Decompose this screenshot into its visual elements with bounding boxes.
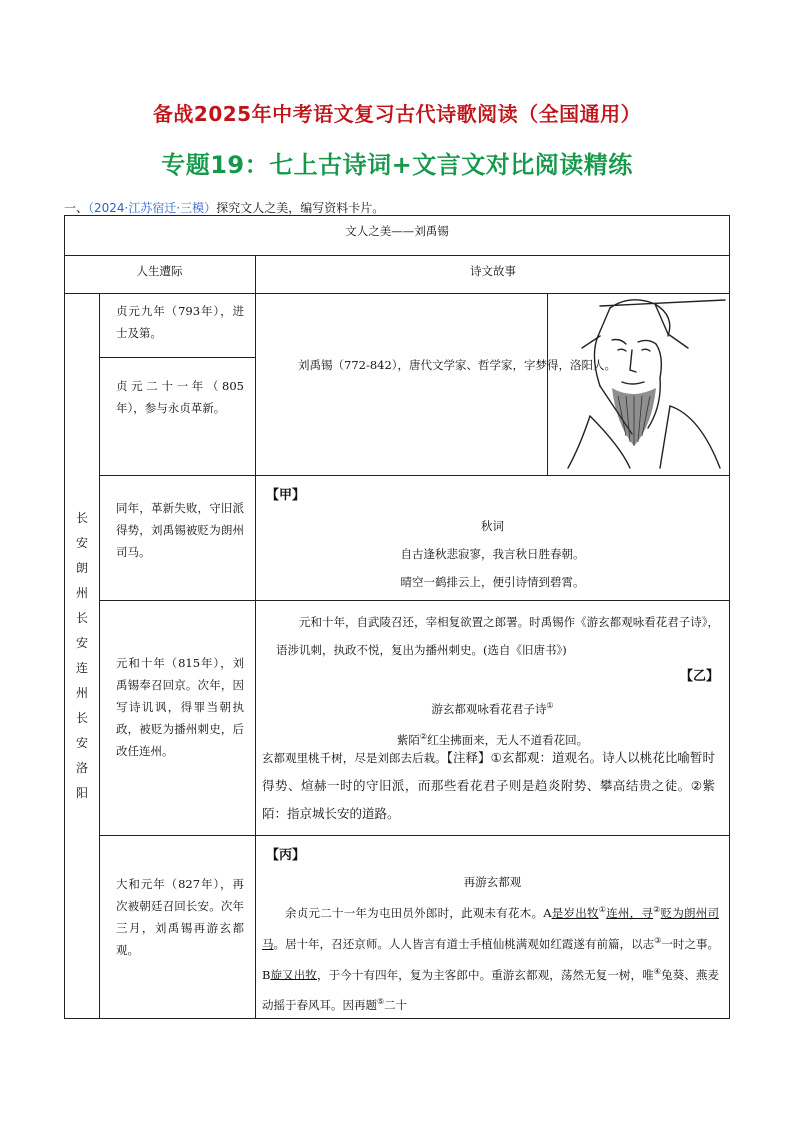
- divider: [100, 475, 730, 476]
- column-header-story: 诗文故事: [470, 264, 516, 278]
- place-char: 安: [75, 736, 88, 750]
- poem-yi-line2-and-notes: [256, 744, 729, 828]
- prose-text: ，于今十有四年，复为主客郎中。重游玄都观，荡然无复一树，唯: [317, 967, 654, 982]
- place-char: 州: [75, 586, 88, 600]
- prose-text: 兔葵、燕麦动摇于春风耳。因再题: [262, 967, 720, 1013]
- life-event-815: 元和十年（815年），刘禹锡奉召回京。次年，因写诗讥讽，得罪当朝执政，被贬为播州刺史，后改任连州。: [116, 656, 244, 758]
- prose-bing: [256, 896, 729, 1019]
- footnote-marker: ②: [419, 731, 428, 741]
- underlined-text: 是岁出牧: [551, 905, 599, 920]
- card-title: 文人之美——刘禹锡: [345, 224, 449, 238]
- prose-text: 。居十年，召还京师。人人皆言有道士手植仙桃满观如红霞遂有前篇，以志: [273, 936, 655, 951]
- footnote-marker: ①: [546, 701, 554, 710]
- prose-text: 二十: [384, 998, 408, 1013]
- underlined-text: 旋又出牧: [270, 967, 318, 982]
- footnote-marker: ③: [654, 935, 662, 945]
- place-char: 安: [75, 536, 88, 550]
- footnote-marker: ④: [653, 966, 662, 976]
- life-event-827: 大和元年（827年），再次被朝廷召回长安。次年三月，刘禹锡再游玄都观。: [116, 877, 244, 957]
- life-event-805: 贞元二十一年（805年），参与永贞革新。: [116, 379, 244, 415]
- poem-jia: [256, 512, 729, 596]
- divider: [64, 293, 730, 294]
- note-label: 【注释】: [446, 750, 491, 765]
- author-bio: 刘禹锡（772-842），唐代文学家、哲学家，字梦得，洛阳人。: [298, 358, 617, 372]
- place-char: 长: [75, 611, 88, 625]
- tag-bing: 【丙】: [266, 848, 306, 863]
- place-char: 洛: [75, 761, 88, 775]
- footnote-marker: ②: [653, 905, 661, 914]
- divider: [547, 293, 548, 475]
- tag-yi: 【乙】: [680, 669, 720, 684]
- portrait-icon: [560, 296, 728, 472]
- divider: [64, 255, 730, 256]
- poem-line: 紫陌: [396, 732, 420, 747]
- poem-line: 自古逢秋悲寂寥，我言秋日胜春朝。: [400, 547, 585, 561]
- place-char: 朗: [75, 561, 88, 575]
- divider: [100, 357, 256, 358]
- question-prompt: 探究文人之美，编写资料卡片。: [216, 201, 385, 215]
- footnote-marker: ⑤: [377, 997, 385, 1007]
- prose-title: 再游玄都观: [463, 875, 522, 889]
- life-event-793: 贞元九年（793年），进士及第。: [116, 304, 244, 340]
- poem-line: 玄都观里桃千树，尽是刘郎去后栽。: [262, 751, 447, 765]
- poem-line: 晴空一鹤排云上，便引诗情到碧霄。: [400, 575, 585, 589]
- section-bing: [256, 844, 729, 863]
- document-subtitle: 专题19：七上古诗词+文言文对比阅读精练: [161, 151, 633, 179]
- poem-title: 游玄都观咏看花君子诗: [431, 701, 547, 716]
- portrait-image: [560, 296, 728, 472]
- underlined-text: 贬为朗州司马: [262, 905, 720, 951]
- note-text: ①玄都观：道观名。诗人以桃花比喻暂时得势、煊赫一时的守旧派，而那些看花君子则是趋炎附势、攀高结贵之徒。②紫陌：指京城长安的道路。: [262, 750, 715, 821]
- column-header-life: 人生遭际: [136, 264, 183, 278]
- underlined-text: 连州，寻: [606, 905, 654, 920]
- poem-line: 红尘拂面来，无人不道看花回。: [427, 732, 589, 747]
- place-char: 连: [75, 661, 88, 675]
- footnote-marker: ①: [598, 905, 607, 914]
- place-char: 长: [75, 511, 88, 525]
- place-char: 州: [75, 686, 88, 700]
- divider: [100, 835, 730, 836]
- prose-text: 余贞元二十一年为屯田员外郎时，此观未有花木。A: [285, 905, 552, 920]
- poem-title: 秋词: [481, 519, 504, 533]
- question-number: 一、: [64, 201, 89, 215]
- place-char: 长: [75, 711, 88, 725]
- passage-yi-intro: 元和十年，自武陵召还，宰相复欲置之郎署。时禹锡作《游玄都观咏看花君子诗》，语涉讥刺，执政不悦，复出为播州刺史。(选自《旧唐书》): [276, 615, 719, 657]
- life-event-demotion: 同年，革新失败，守旧派得势，刘禹锡被贬为朗州司马。: [116, 501, 244, 559]
- section-jia: [256, 484, 729, 503]
- document-title: 备战2025年中考语文复习古代诗歌阅读（全国通用）: [152, 102, 642, 126]
- place-char: 安: [75, 636, 88, 650]
- place-char: 阳: [75, 786, 88, 800]
- divider: [100, 600, 730, 601]
- question-line: [64, 199, 384, 216]
- question-source: （2024·江苏宿迁·三模）: [88, 201, 217, 215]
- prose-text: 一时之事。B: [262, 936, 720, 982]
- place-column: [64, 294, 100, 1018]
- tag-jia: 【甲】: [266, 488, 306, 503]
